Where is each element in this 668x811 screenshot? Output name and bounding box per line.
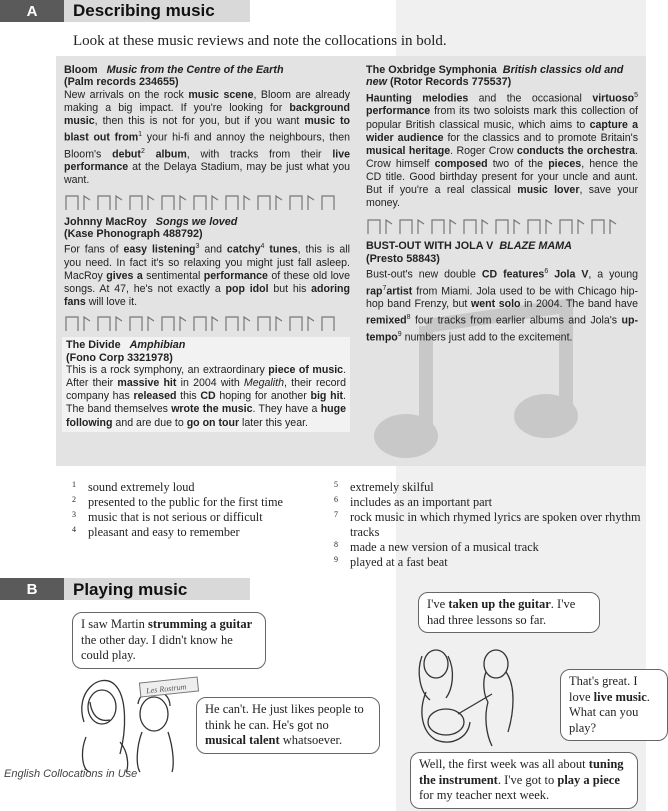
review-label: (Fono Corp 3321978) <box>66 351 173 364</box>
footnote-item: 5 extremely skilful <box>334 480 434 494</box>
speech-bubble: Well, the first week was all about tuning the instrument. I've got to play a piece for my teacher next week. <box>410 752 638 809</box>
review-bloom <box>64 64 350 188</box>
review-album: BLAZE MAMA <box>499 240 572 253</box>
review-body: Bust-out's new double CD features$^6$ Jola V, a young rap$^7$artist from Miami. Jola used to be with Chicago hip-hop band Frenzy, but went solo in 2004. The band have remixed$^8$ four tracks from earlier albums and Jola's up-tempo$^9$ numbers just add to the excitement. <box>366 268 638 344</box>
review-label: (Rotor Records 775537) <box>390 76 512 89</box>
footnote-item: 3 music that is not serious or difficult <box>72 510 263 524</box>
footnote-item: 4 pleasant and easy to remember <box>72 525 240 539</box>
review-artist: The Divide <box>66 339 121 352</box>
review-body: For fans of easy listening$^3$ and catchy$^4$ tunes, this is all you need. In fact it's so relaxing you might just fall asleep. MacRoy gives a sentimental performance of these old love songs. At 47, he's not exactly a pop idol but his adoring fans will love it. <box>64 243 351 309</box>
speech-bubble: That's great. I love live music. What can you play? <box>560 669 668 741</box>
section-letter: B <box>0 578 64 600</box>
page-footer: English Collocations in Use <box>4 768 138 780</box>
review-album: British classics old and new <box>366 64 624 89</box>
review-album: Songs we loved <box>155 215 238 228</box>
speech-bubble: I've taken up the guitar. I've had three lessons so far. <box>418 592 600 633</box>
review-column-right <box>366 64 638 345</box>
notes-divider <box>366 216 638 238</box>
section-title: Playing music <box>73 580 188 599</box>
speech-bubble: I saw Martin strumming a guitar the other day. I didn't know he could play. <box>72 612 266 669</box>
review-label: (Kase Phonograph 488792) <box>64 227 203 240</box>
review-bustout <box>366 240 638 344</box>
footnote-item: 7 rock music in which rhymed lyrics are spoken over rhythm tracks <box>334 510 641 539</box>
review-body: New arrivals on the rock music scene, Bloom are already making a big impact. If you're looking for background music, then this is not for you, but if you want music to blast out from$^1$ your hi-fi and annoy the neighbours, then Bloom's debut$^2$ album, with tracks from their live performance at the Delaya Stadium, may be just what you want. <box>64 88 351 187</box>
review-body: Haunting melodies and the occasional virtuoso$^5$ performance from its two soloists mark this collection of popular British classical music, which aims to capture a wider audience for the classics and to promote Britain's musical heritage. Roger Crow conducts the orchestra. Crow himself composed two of the pieces, hence the CD title. Good birthday present for your uncle and aunt. But if you're a real classical music lover, save your money. <box>366 91 639 210</box>
review-macroy <box>64 216 350 310</box>
review-divide <box>62 337 350 431</box>
footnote-item: 1 sound extremely loud <box>72 480 195 494</box>
notes-divider <box>64 192 350 214</box>
review-artist: Johnny MacRoy <box>64 215 147 228</box>
notes-divider <box>64 313 350 335</box>
girls-illustration <box>70 662 200 772</box>
review-column-left <box>64 64 350 432</box>
section-title: Describing music <box>73 1 215 20</box>
review-artist: Bloom <box>64 64 98 76</box>
review-body: This is a rock symphony, an extraordinary piece of music. After their massive hit in 2004 with Megalith, their record company has released this CD hoping for another big hit. The band themselves wrote the music. They have a huge following and are due to go on tour later this year. <box>66 364 347 429</box>
review-artist: BUST-OUT WITH JOLA V <box>366 240 494 253</box>
footnote-item: 8 made a new version of a musical track <box>334 540 539 554</box>
review-label: (Presto 58843) <box>366 252 440 265</box>
review-album: Music from the Centre of the Earth <box>106 64 284 76</box>
footnote-item: 9 played at a fast beat <box>334 555 448 569</box>
poster-text: Les Rostrum <box>145 682 187 696</box>
footnote-item: 6 includes as an important part <box>334 495 493 509</box>
review-oxbridge <box>366 64 638 210</box>
intro-text: Look at these music reviews and note the collocations in bold. <box>73 33 447 49</box>
review-artist: The Oxbridge Symphonia <box>366 64 497 76</box>
section-letter: A <box>0 0 64 22</box>
guitar-players-illustration <box>412 642 522 752</box>
footnote-item: 2 presented to the public for the first time <box>72 495 283 509</box>
reviews-panel <box>56 56 646 466</box>
review-label: (Palm records 234655) <box>64 76 179 89</box>
review-album: Amphibian <box>129 339 186 352</box>
speech-bubble: He can't. He just likes people to think he can. He's got no musical talent whatsoever. <box>196 697 380 754</box>
